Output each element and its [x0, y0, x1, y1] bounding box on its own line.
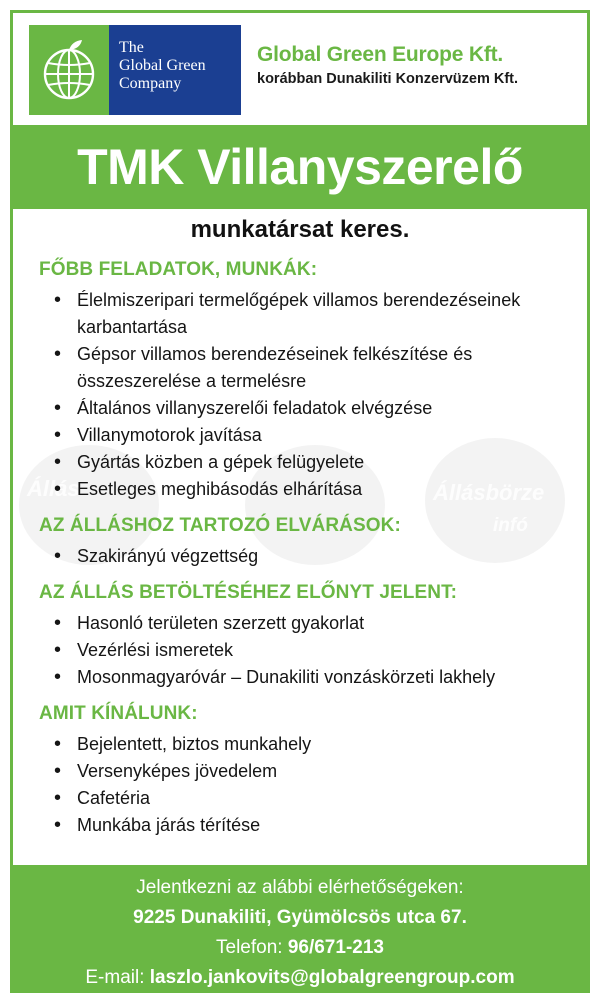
contact-phone-line	[13, 933, 587, 963]
section-heading: FŐBB FELADATOK, MUNKÁK:	[39, 259, 318, 280]
list-item: • Cafetéria	[39, 785, 579, 812]
list-item: • Általános villanyszerelői feladatok elvégzése	[39, 395, 579, 422]
phone-label: Telefon:	[216, 937, 283, 958]
advantage-list	[39, 610, 579, 691]
list-item: • Munkába járás térítése	[39, 812, 579, 839]
list-item: • Vezérlési ismeretek	[39, 637, 579, 664]
job-details	[39, 259, 579, 851]
watermark-subtext-right: infó	[493, 515, 528, 536]
section-requirements	[39, 515, 579, 570]
contact-email-line	[13, 963, 587, 993]
list-item: • Bejelentett, biztos munkahely	[39, 731, 579, 758]
logo-line-2: Global Green	[119, 57, 206, 74]
contact-address: 9225 Dunakiliti, Gyümölcsös utca 67.	[133, 907, 467, 928]
list-item: • Villanymotorok javítása	[39, 422, 579, 449]
subtitle: munkatársat keres.	[190, 216, 410, 243]
section-heading: AZ ÁLLÁS BETÖLTÉSÉHEZ ELŐNYT JELENT:	[39, 582, 458, 603]
email-link[interactable]: laszlo.jankovits@globalgreengroup.com	[149, 967, 515, 988]
watermark-text-left: Állás	[27, 476, 80, 501]
title-band	[13, 125, 587, 209]
requirement-list	[39, 543, 579, 570]
list-item: • Mosonmagyaróvár – Dunakiliti vonzáskörzeti lakhely	[39, 664, 579, 691]
section-heading: AZ ÁLLÁSHOZ TARTOZÓ ELVÁRÁSOK:	[39, 515, 401, 536]
globe-leaf-icon	[29, 25, 109, 115]
company-logo	[29, 25, 241, 115]
section-advantages	[39, 582, 579, 691]
watermark-text-right: Állásbörze	[433, 480, 545, 505]
offer-list	[39, 731, 579, 839]
list-item: • Hasonló területen szerzett gyakorlat	[39, 610, 579, 637]
logo-line-3: Company	[119, 75, 182, 92]
company-block	[257, 43, 518, 87]
list-item: • Gépsor villamos berendezéseinek felkészítése és összeszerelése a termelésre	[39, 341, 579, 395]
list-item: • Élelmiszeripari termelőgépek villamos berendezéseinek karbantartása	[39, 287, 579, 341]
contact-footer	[13, 865, 587, 990]
list-item: • Versenyképes jövedelem	[39, 758, 579, 785]
company-former-name: korábban Dunakiliti Konzervüzem Kft.	[257, 71, 519, 87]
list-item: • Gyártás közben a gépek felügyelete	[39, 449, 579, 476]
phone-number[interactable]: 96/671-213	[287, 937, 384, 958]
list-item: • Szakirányú végzettség	[39, 543, 579, 570]
section-heading: AMIT KÍNÁLUNK:	[39, 703, 198, 724]
job-title: TMK Villanyszerelő	[77, 139, 523, 195]
email-label: E-mail:	[85, 967, 145, 988]
company-name: Global Green Europe Kft.	[257, 43, 504, 66]
logo-wordmark	[109, 25, 241, 115]
list-item: • Esetleges meghibásodás elhárítása	[39, 476, 579, 503]
section-offer	[39, 703, 579, 839]
task-list	[39, 287, 579, 503]
contact-intro: Jelentkezni az alábbi elérhetőségeken:	[136, 877, 464, 898]
job-ad-frame	[10, 10, 590, 993]
logo-line-1: The	[119, 39, 144, 56]
section-tasks	[39, 259, 579, 503]
